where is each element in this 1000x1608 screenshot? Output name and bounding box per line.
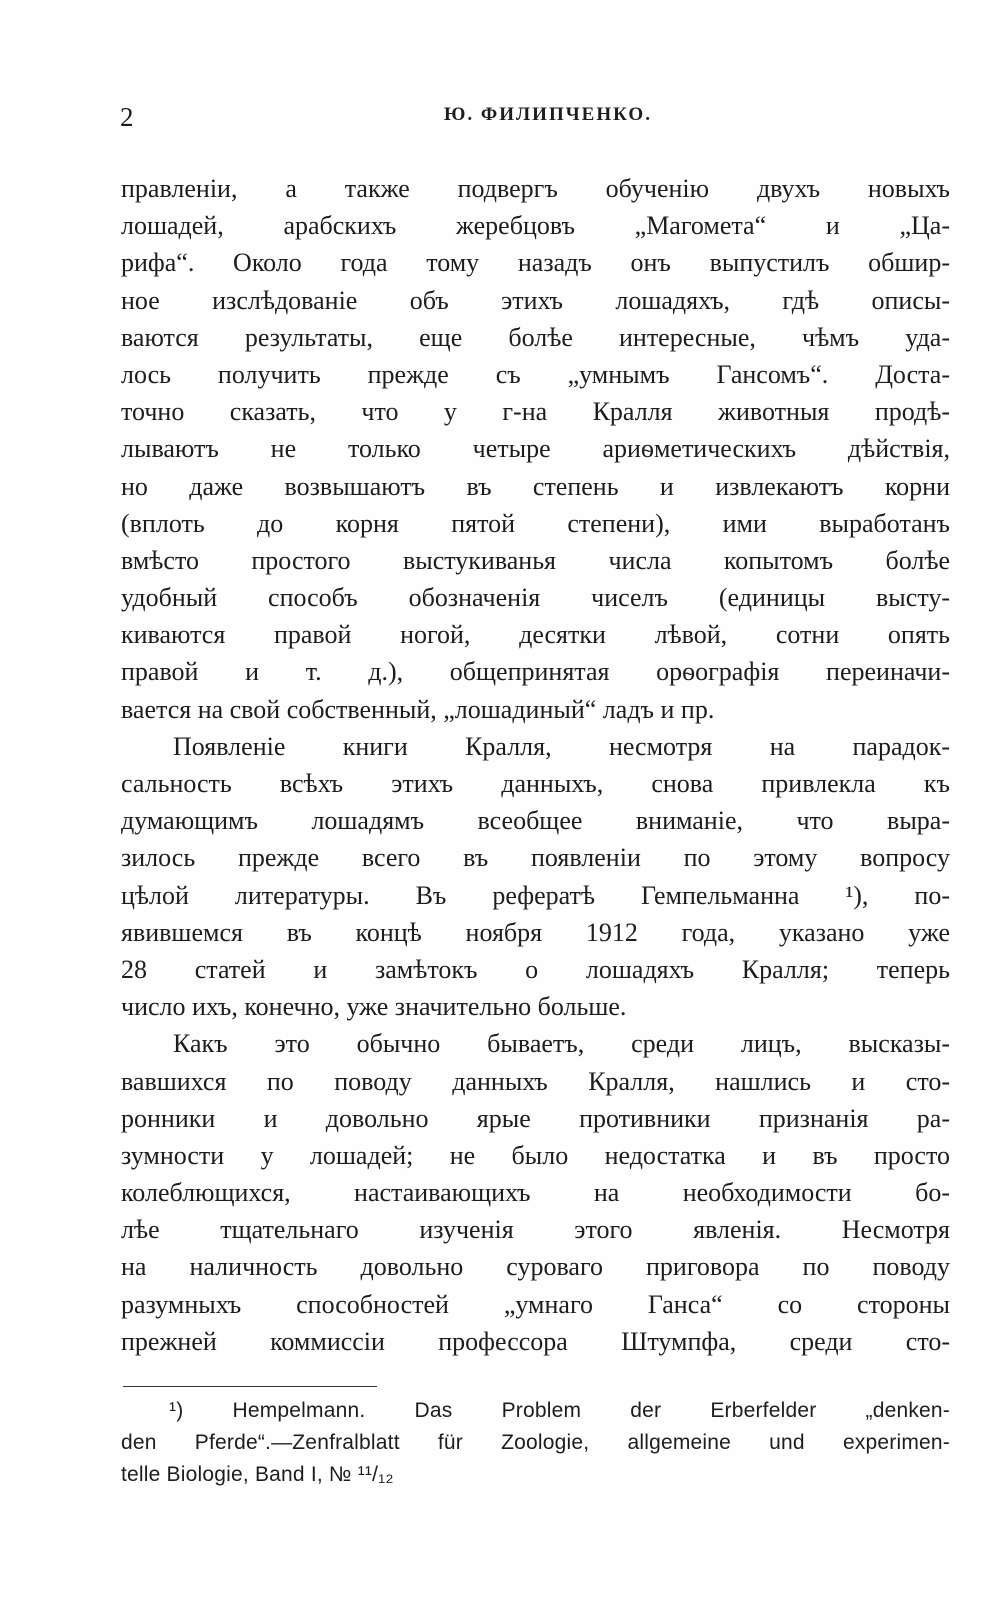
text-line: 28 статей и замѣтокъ о лошадяхъ Кралля; теперь: [121, 954, 950, 984]
text-line: ное изслѣдованіе объ этихъ лошадяхъ, гдѣ описы-: [121, 285, 950, 315]
text-line: число ихъ, конечно, уже значительно больше.: [121, 992, 627, 1022]
page-header: [118, 100, 948, 140]
text-line: киваются правой ногой, десятки лѣвой, сотни опять: [121, 620, 950, 650]
text-line: правленіи, а также подвергъ обученію двухъ новыхъ: [121, 174, 950, 203]
page-number: 2: [120, 102, 134, 132]
text-line: разумныхъ способностей „умнаго Ганса“ со стороны: [121, 1289, 950, 1319]
text-line: ронники и довольно ярые противники признанія ра-: [121, 1103, 950, 1133]
footnote-line: telle Biologie, Band I, № ¹¹/₁₂: [121, 1463, 394, 1486]
text-line: лось получить прежде съ „умнымъ Гансомъ“. Доста-: [121, 359, 950, 389]
text-line: прежней коммиссіи профессора Штумпфа, среди сто-: [121, 1326, 950, 1356]
text-line: явившемся въ концѣ ноября 1912 года, указано уже: [121, 917, 950, 947]
text-line: ваются результаты, еще болѣе интересные, чѣмъ уда-: [121, 322, 950, 352]
paragraph-start-line: Какъ это обычно бываетъ, среди лицъ, высказы-: [173, 1029, 950, 1059]
text-line: лываютъ не только четыре ариѳметическихъ дѣйствія,: [121, 434, 950, 464]
text-line: удобный способъ обозначенія чиселъ (единицы высту-: [121, 583, 950, 613]
footnote-line: ¹) Hempelmann. Das Problem der Erberfelder „denken-: [169, 1399, 950, 1422]
footnote-line: den Pferde“.—Zenfralblatt für Zoologie, allgemeine und experimen-: [121, 1431, 950, 1454]
text-line: точно сказать, что у г-на Кралля животныя продѣ-: [121, 397, 950, 427]
text-line: зилось прежде всего въ появленіи по этому вопросу: [121, 843, 950, 873]
text-line: вмѣсто простого выстукиванья числа копытомъ болѣе: [121, 545, 950, 575]
text-line: зумности у лошадей; не было недостатка и въ просто: [121, 1140, 950, 1170]
footnotes: [121, 1395, 950, 1491]
text-line: но даже возвышаютъ въ степень и извлекаютъ корни: [121, 471, 950, 501]
text-line: колеблющихся, настаивающихъ на необходимости бо-: [121, 1178, 950, 1208]
footnote-divider: [123, 1386, 377, 1387]
body-text: [121, 170, 950, 1360]
text-line: лѣе тщательнаго изученія этого явленія. Несмотря: [121, 1215, 950, 1245]
paragraph-start-line: Появленіе книги Кралля, несмотря на парадок-: [173, 731, 950, 761]
text-line: правой и т. д.), общепринятая орѳографія переиначи-: [121, 657, 950, 687]
text-line: думающимъ лошадямъ всеобщее вниманіе, что выра-: [121, 806, 950, 836]
text-line: (вплоть до корня пятой степени), ими выработанъ: [121, 508, 950, 538]
running-head: Ю. ФИЛИПЧЕНКО.: [444, 104, 652, 125]
text-line: вается на свой собственный, „лошадиный“ ладъ и пр.: [121, 694, 715, 724]
text-line: вавшихся по поводу данныхъ Кралля, нашлись и сто-: [121, 1066, 950, 1096]
text-line: сальность всѣхъ этихъ данныхъ, снова привлекла къ: [121, 769, 950, 798]
text-line: рифа“. Около года тому назадъ онъ выпустилъ обшир-: [121, 248, 950, 278]
text-line: лошадей, арабскихъ жеребцовъ „Магомета“ и „Ца-: [121, 211, 950, 241]
text-line: на наличность довольно суроваго приговора по поводу: [121, 1252, 950, 1282]
text-line: цѣлой литературы. Въ рефератѣ Гемпельманна ¹), по-: [121, 880, 950, 910]
